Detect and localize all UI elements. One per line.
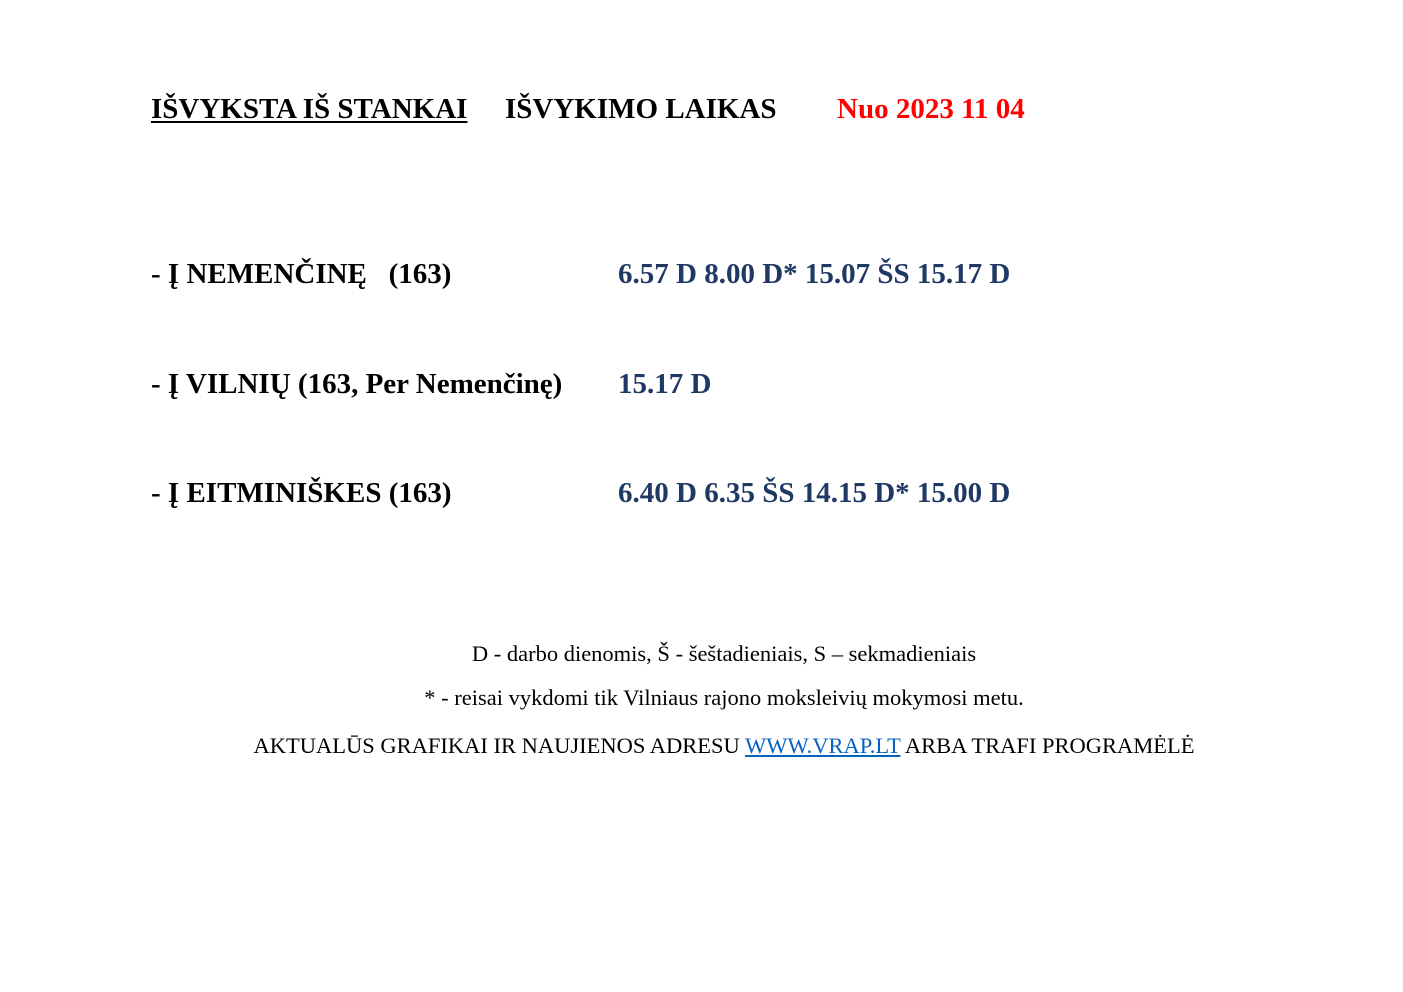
vrap-website-link[interactable]: WWW.VRAP.LT xyxy=(745,733,901,758)
legend-info-prefix: AKTUALŪS GRAFIKAI IR NAUJIENOS ADRESU xyxy=(253,733,740,758)
departure-origin-title: IŠVYKSTA IŠ STANKAI xyxy=(151,93,468,125)
route-destination-nemencine: - Į NEMENČINĘ (163) xyxy=(151,258,452,290)
route-destination-vilnius: - Į VILNIŲ (163, Per Nemenčinę) xyxy=(151,368,563,400)
route-destination-eitminiskes: - Į EITMINIŠKES (163) xyxy=(151,477,452,509)
valid-from-date: Nuo 2023 11 04 xyxy=(837,93,1025,125)
route-times-eitminiskes: 6.40 D 6.35 ŠS 14.15 D* 15.00 D xyxy=(618,477,1011,509)
legend-note: * - reisai vykdomi tik Vilniaus rajono moksleivių mokymosi metu. xyxy=(424,685,1024,710)
route-times-nemencine: 6.57 D 8.00 D* 15.07 ŠS 15.17 D xyxy=(618,258,1011,290)
legend-info-suffix: ARBA TRAFI PROGRAMĖLĖ xyxy=(904,733,1195,758)
departure-time-heading: IŠVYKIMO LAIKAS xyxy=(505,93,777,125)
legend-days: D - darbo dienomis, Š - šeštadieniais, S – sekmadieniais xyxy=(471,641,977,666)
route-times-vilnius: 15.17 D xyxy=(618,368,712,400)
legend-info xyxy=(144,735,1304,758)
